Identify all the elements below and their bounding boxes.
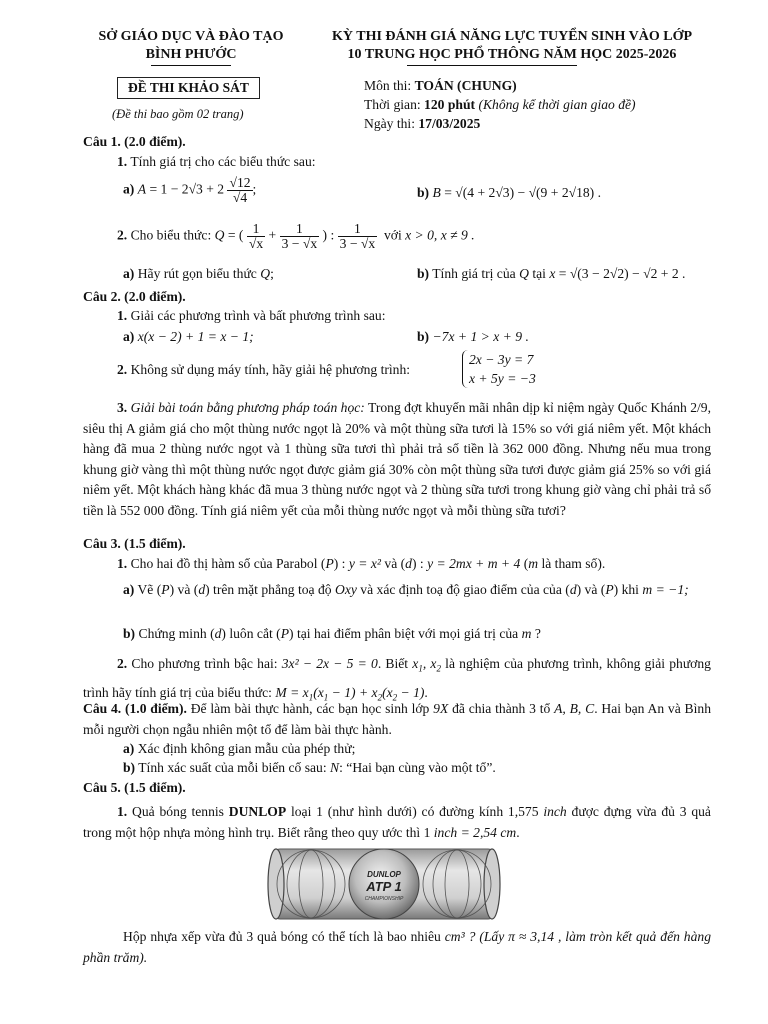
q1-part1: 1. Tính giá trị cho các biểu thức sau: [117,154,316,169]
date-line: Ngày thi: 17/03/2025 [364,116,481,131]
q2-1b: b) −7x + 1 > x + 9 . [417,329,529,344]
fraction-sqrt12-sqrt4: $\frac{√12}{√4}$ [229,175,251,205]
q2-part2: 2. Không sử dụng máy tính, hãy giải hệ phương trình: [117,362,411,377]
can-right-end [484,849,500,919]
exam-title: KỲ THI ĐÁNH GIÁ NĂNG LỰC TUYỂN SINH VÀO LỚP 10 TRUNG HỌC PHỔ THÔNG NĂM HỌC 2025-2026 [312,28,712,64]
exam-underline [407,65,577,66]
dept-underline [151,65,231,66]
q5-part1: 1. Quả bóng tennis DUNLOP loại 1 (như hình dưới) có đường kính 1,575 inch được đựng vừa đủ 3 quả trong một hộp nhựa mỏng hình trụ. Biết rằng theo quy ước thì 1 inch = 2,54 cm. [83,804,711,840]
q4-a: a) Xác định không gian mẫu của phép thử; [123,741,356,756]
tennis-can-svg [264,846,504,922]
q3-part1: 1. Cho hai đồ thị hàm số của Parabol (P) : y = x² và (d) : y = 2mx + m + 4 (m là tham số). [117,556,606,571]
q3-title: Câu 3. (1.5 điểm). [83,536,186,551]
q2-title: Câu 2. (2.0 điểm). [83,289,186,304]
ball-brand-text: DUNLOP [367,870,401,879]
expr-a: A [137,181,147,197]
ball-model-text: ATP 1 [366,879,402,894]
q1-2a: a) Hãy rút gọn biểu thức Q; [123,266,274,281]
department-name: SỞ GIÁO DỤC VÀ ĐÀO TẠO BÌNH PHƯỚC [83,28,299,64]
tennis-can-figure [264,846,504,922]
q3-part2: 2. Cho phương trình bậc hai: 3x² − 2x − 5 = 0. Biết $x_1$, $x_2$ là nghiệm của phương trình, không giải phương trình hãy tính giá trị của biểu thức: $M = x_1(x_1 - 1) + x_2(x_2 - 1)$. [83,656,711,703]
q2-1a: a) x(x − 2) + 1 = x − 1; [123,329,254,344]
exam-type-badge: ĐỀ THI KHẢO SÁT [117,77,260,99]
q5-final: Hộp nhựa xếp vừa đủ 3 quả bóng có thể tích là bao nhiêu cm³ ? (Lấy π ≈ 3,14 , làm tròn kết quả đến hàng phần trăm). [83,929,711,965]
q4-text: Câu 4. (1.0 điểm). Để làm bài thực hành, các bạn học sinh lớp 9X đã chia thành 3 tổ A, B, C. Hai bạn An và Bình mỗi người chọn ngẫu nhiên một tổ để làm bài thực hành. [83,701,711,737]
q1-1b: b) B = √(4 + 2√3) − √(9 + 2√18) . [417,185,601,200]
q2-part1: 1. Giải các phương trình và bất phương trình sau: [117,308,386,323]
equation-system: 2x − 3y = 7 x + 5y = −3 [462,350,536,388]
q1-part2: 2. Cho biểu thức: Q = ( $\frac{1}{√x}$ + $\frac{1}{3 - √x}$ ) : $\frac{1}{3 - √x}$ với x > 0, x ≠ 9 . [117,221,475,251]
pages-note: (Đề thi bao gồm 02 trang) [112,107,244,121]
q3-1a: a) Vẽ (P) và (d) trên mặt phẳng toạ độ Oxy và xác định toạ độ giao điểm của của (d) và (P) khi m = −1; [123,582,689,597]
time-line: Thời gian: 120 phút (Không kể thời gian giao đề) [364,97,636,112]
exam-info [364,76,636,133]
q3-1b: b) Chứng minh (d) luôn cắt (P) tại hai điểm phân biệt với mọi giá trị của m ? [123,626,541,641]
q2-part3: 3. Giải bài toán bằng phương pháp toán học: Trong đợt khuyến mãi nhân dịp kỉ niệm ngày Quốc Khánh 2/9, siêu thị A giảm giá cho một thùng nước ngọt là 20% và một thùng sữa tươi là 15% so với giá niêm yết. Một khách hàng đã mua 2 thùng nước ngọt và 1 thùng sữa tươi thì phải trả số tiền là 362 000 đồng. Nhưng nếu mua trong khung giờ vàng thì một thùng nước ngọt được giảm giá 30% còn một thùng sữa tươi được giảm giá 25% so với giá niêm yết. Một khách hàng khác đã mua 3 thùng nước ngọt và 2 thùng sữa tươi trong khung giờ vàng chỉ phải trả số tiền là 552 000 đồng. Tính giá niêm yết của mỗi thùng nước ngọt và mỗi thùng sữa tươi? [83,400,711,518]
q5-title: Câu 5. (1.5 điểm). [83,780,186,795]
q1-title: Câu 1. (2.0 điểm). [83,134,186,149]
subject-line: Môn thi: TOÁN (CHUNG) [364,78,517,93]
can-left-end [268,849,284,919]
ball-sub-text: CHAMPIONSHIP [364,896,404,902]
q4-b: b) Tính xác suất của mỗi biến cố sau: N: “Hai bạn cùng vào một tổ”. [123,760,496,775]
q1-2b: b) Tính giá trị của Q tại x = √(3 − 2√2) − √2 + 2 . [417,266,686,281]
q1-1a: a) A = 1 − 2√3 + 2 $\frac{√12}{√4}$ ; [123,175,257,205]
